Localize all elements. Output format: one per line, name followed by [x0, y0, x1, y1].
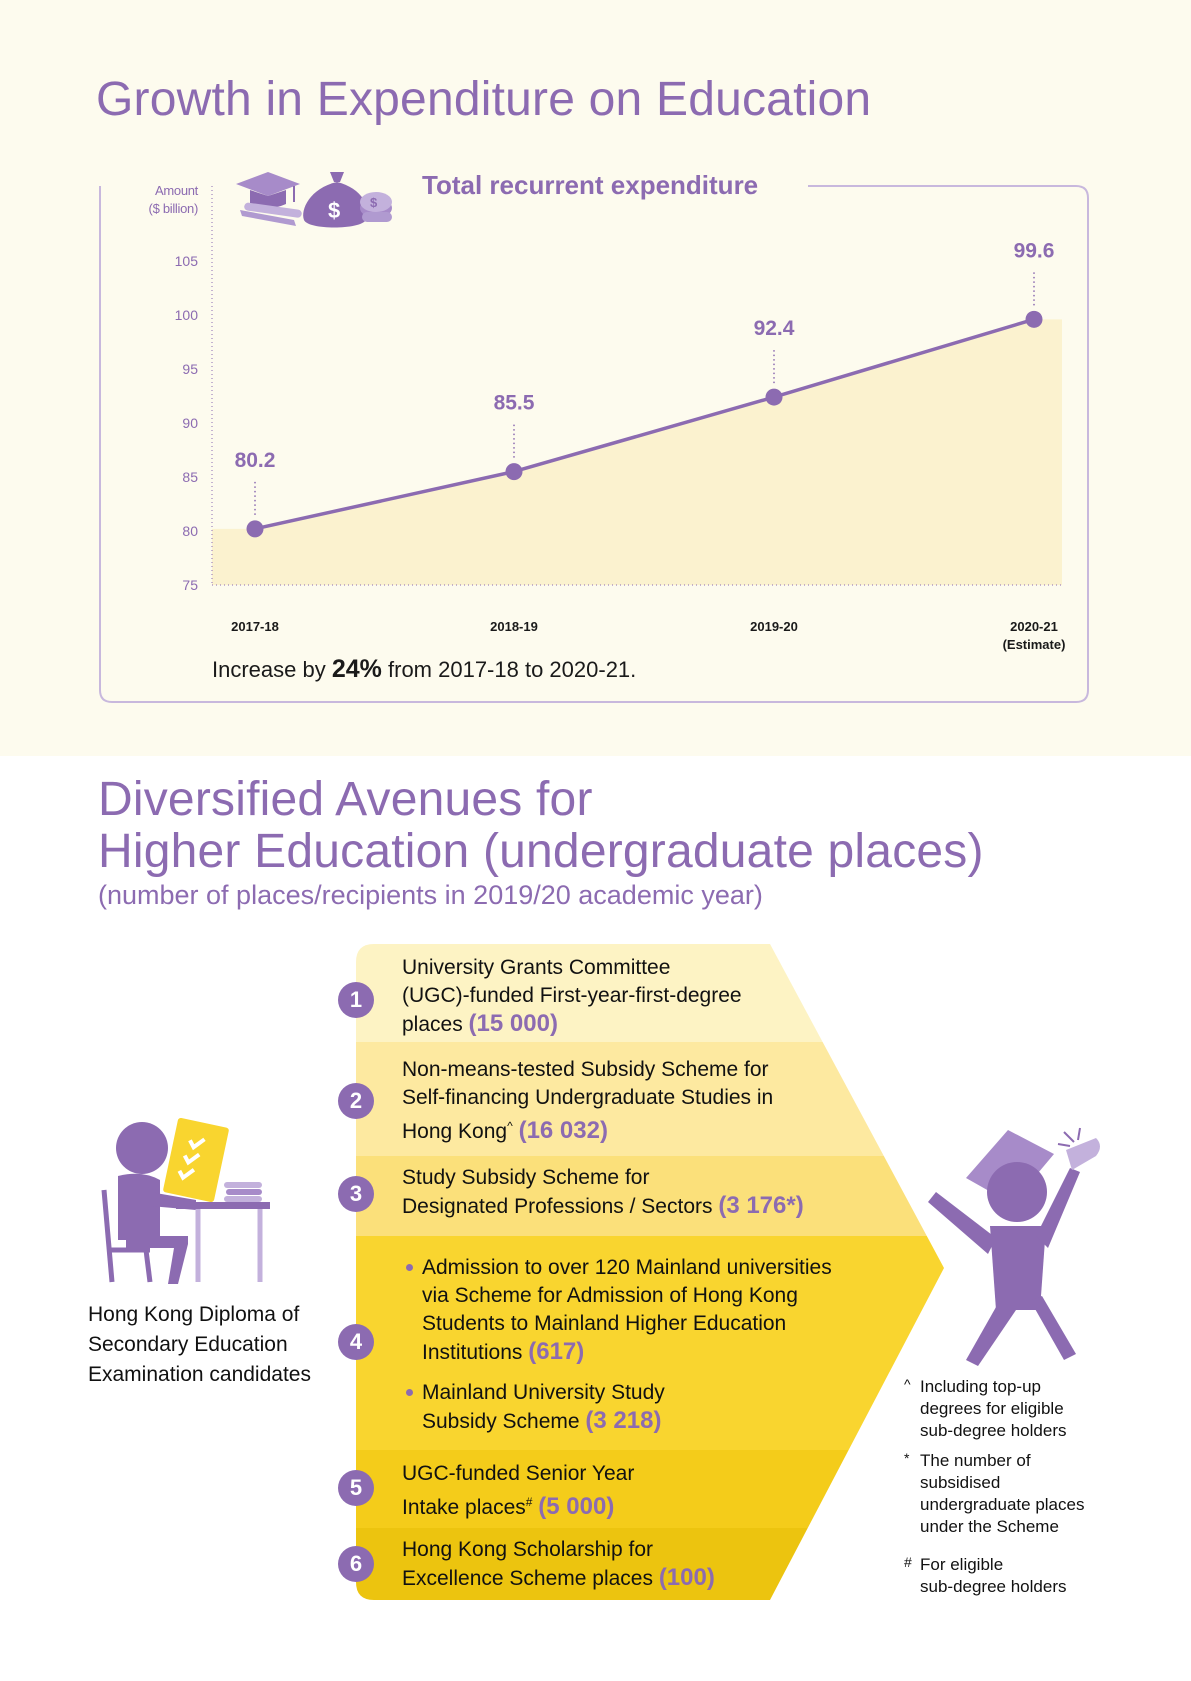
footnote-mark: ^ — [507, 1119, 513, 1133]
item-line: via Scheme for Admission of Hong Kong — [422, 1284, 798, 1307]
item-line: Students to Mainland Higher Education — [422, 1312, 787, 1335]
y-axis-label-line: ($ billion) — [148, 201, 198, 216]
chart-title: Total recurrent expenditure — [416, 170, 764, 201]
celebrating-graduate-icon — [928, 1128, 1100, 1366]
item-line-text: Intake places — [402, 1496, 526, 1519]
footnote-mark: # — [904, 1554, 912, 1570]
item-line-text: places — [402, 1013, 469, 1036]
footnote-mark: # — [525, 1495, 533, 1509]
item-line — [422, 1338, 832, 1367]
svg-text:$: $ — [370, 195, 378, 210]
item-text-4a — [422, 1254, 832, 1367]
item-line — [402, 1564, 715, 1593]
x-tick-label: 2018-19 — [490, 619, 538, 634]
y-tick-label: 75 — [182, 577, 198, 593]
y-tick-label: 100 — [174, 307, 198, 323]
item-line — [402, 1192, 804, 1221]
item-text-5 — [402, 1460, 634, 1522]
item-number-6: 6 — [338, 1546, 374, 1582]
item-line-text: Excellence Scheme places — [402, 1567, 659, 1590]
footnote-subsidised-places — [920, 1450, 1120, 1538]
increase-percentage: 24% — [331, 655, 382, 683]
item-text-6 — [402, 1536, 715, 1593]
student-at-desk-icon — [104, 1117, 270, 1284]
item-text-4b — [422, 1379, 665, 1436]
item-number-4: 4 — [338, 1324, 374, 1360]
item-value: (16 032) — [518, 1117, 608, 1144]
x-tick-label: 2019-20 — [750, 619, 798, 634]
bullet-dot — [406, 1389, 413, 1396]
avenues-subtitle: (number of places/recipients in 2019/20 academic year) — [98, 880, 763, 910]
footnote-top-up — [920, 1376, 1120, 1442]
x-tick-label: 2020-21 — [1010, 619, 1058, 634]
x-tick-label: 2017-18 — [231, 619, 279, 634]
footnote-mark: * — [904, 1450, 910, 1466]
item-text-1 — [402, 954, 742, 1039]
item-line: UGC-funded Senior Year — [402, 1462, 635, 1485]
item-line: Hong Kong Scholarship for — [402, 1538, 653, 1561]
item-value: (617) — [528, 1338, 585, 1365]
candidates-line: Hong Kong Diploma of — [88, 1303, 300, 1326]
item-number-1: 1 — [338, 982, 374, 1018]
footnote-line: subsidised — [920, 1473, 1001, 1492]
data-label: 85.5 — [493, 391, 535, 415]
footnote-mark: ^ — [904, 1376, 911, 1392]
item-line: (UGC)-funded First-year-first-degree — [402, 984, 742, 1007]
expenditure-section-title: Growth in Expenditure on Education — [96, 73, 872, 126]
y-tick-label: 80 — [182, 523, 198, 539]
item-value: (15 000) — [468, 1010, 558, 1037]
increase-suffix: from 2017-18 to 2020-21. — [381, 657, 637, 682]
item-line-text: Designated Professions / Sectors — [402, 1195, 719, 1218]
footnote-line: degrees for eligible — [920, 1399, 1064, 1418]
footnote-line: For eligible — [920, 1555, 1004, 1574]
item-number-5: 5 — [338, 1470, 374, 1506]
y-tick-label: 90 — [182, 415, 198, 431]
footnote-line: under the Scheme — [920, 1517, 1059, 1536]
item-line — [422, 1407, 665, 1436]
item-line — [402, 1112, 773, 1146]
candidates-line: Secondary Education — [88, 1333, 288, 1356]
item-text-2 — [402, 1056, 773, 1146]
footnote-line: sub-degree holders — [920, 1577, 1067, 1596]
item-line-text: Subsidy Scheme — [422, 1410, 586, 1433]
svg-text:$: $ — [328, 198, 341, 223]
data-label: 99.6 — [1013, 239, 1055, 263]
avenues-title-line1: Diversified Avenues for — [98, 773, 593, 826]
item-number-3: 3 — [338, 1176, 374, 1212]
y-axis-label-line: Amount — [154, 183, 198, 198]
item-value: (5 000) — [538, 1493, 615, 1520]
y-tick-label: 95 — [182, 361, 198, 377]
footnote-line: sub-degree holders — [920, 1421, 1067, 1440]
data-label: 80.2 — [234, 448, 276, 472]
candidates-line: Examination candidates — [88, 1363, 311, 1386]
item-line — [402, 1010, 742, 1039]
item-value: (100) — [658, 1564, 715, 1591]
item-line-text: Hong Kong — [402, 1120, 508, 1143]
footnote-line: undergraduate places — [920, 1495, 1085, 1514]
item-number-2: 2 — [338, 1083, 374, 1119]
item-line: Self-financing Undergraduate Studies in — [402, 1086, 774, 1109]
candidates-label — [88, 1300, 311, 1390]
avenues-title-line2: Higher Education (undergraduate places) — [98, 825, 984, 878]
item-line-text: Institutions — [422, 1341, 529, 1364]
y-tick-label: 105 — [174, 253, 198, 269]
y-tick-label: 85 — [182, 469, 198, 485]
footnote-eligible-holders — [920, 1554, 1120, 1598]
x-tick-sublabel: (Estimate) — [1002, 637, 1066, 652]
increase-prefix: Increase by — [212, 657, 332, 682]
item-line: Admission to over 120 Mainland universities — [422, 1256, 832, 1279]
item-line: University Grants Committee — [402, 956, 671, 979]
item-line: Mainland University Study — [422, 1381, 665, 1404]
item-value: (3 218) — [585, 1407, 662, 1434]
item-text-3 — [402, 1164, 804, 1221]
item-line: Study Subsidy Scheme for — [402, 1166, 650, 1189]
data-label: 92.4 — [753, 317, 795, 341]
footnote-line: The number of — [920, 1451, 1031, 1470]
footnote-line: Including top-up — [920, 1377, 1041, 1396]
bullet-dot — [406, 1264, 413, 1271]
item-line: Non-means-tested Subsidy Scheme for — [402, 1058, 769, 1081]
item-line — [402, 1488, 634, 1522]
item-value: (3 176*) — [718, 1192, 804, 1219]
